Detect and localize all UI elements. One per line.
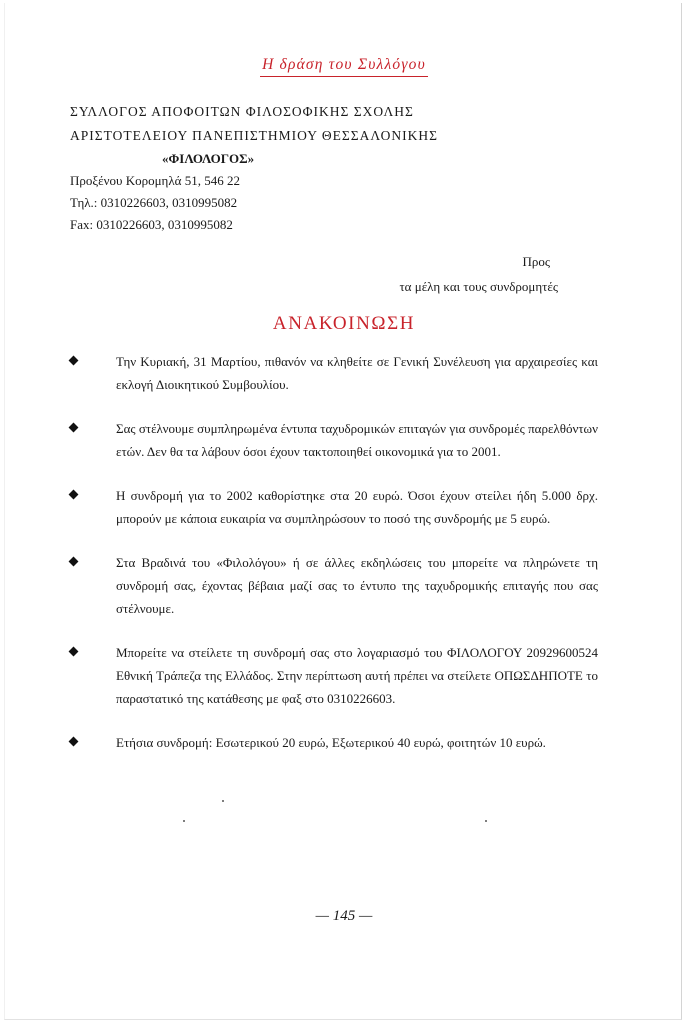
page-number: — 145 —	[315, 908, 373, 924]
running-header	[0, 56, 688, 77]
recipient-block	[399, 251, 558, 298]
speck-mark	[222, 800, 224, 802]
sender-org-line-1: ΣΥΛΛΟΓΟΣ ΑΠΟΦΟΙΤΩΝ ΦΙΛΟΣΟΦΙΚΗΣ ΣΧΟΛΗΣ	[70, 104, 414, 119]
sender-block	[70, 100, 490, 236]
recipient-who: τα μέλη και τους συνδρομητές	[399, 279, 558, 294]
list-item-text: Μπορείτε να στείλετε τη συνδρομή σας στο λογαριασμό του ΦΙΛΟΛΟΓΟΥ 20929600524 Εθνική Τράπεζα της Ελλάδος. Στην περίπτωση αυτή πρέπει να στείλετε ΟΠΩΣΔΗΠΟΤΕ το παραστατικό της κατάθεσης με φαξ στο 0310226603.	[116, 645, 598, 706]
list-item-text: Την Κυριακή, 31 Μαρτίου, πιθανόν να κληθείτε σε Γενική Συνέλευση για αρχαιρεσίες και εκλογή Διοικητικού Συμβουλίου.	[116, 354, 598, 392]
list-item	[68, 641, 598, 710]
list-item-text: Ετήσια συνδρομή: Εσωτερικού 20 ευρώ, Εξωτερικού 40 ευρώ, φοιτητών 10 ευρώ.	[116, 735, 546, 750]
announcement-list	[68, 350, 598, 775]
list-item	[68, 350, 598, 396]
diamond-bullet-icon	[69, 490, 79, 500]
list-item-text: Σας στέλνουμε συμπληρωμένα έντυπα ταχυδρομικών επιταγών για συνδρομές παρελθόντων ετών. Δεν θα τα λάβουν όσοι έχουν τακτοποιηθεί οικονομικά για το 2001.	[116, 421, 598, 459]
section-title: Η δράση του Συλλόγου	[260, 56, 428, 77]
list-item	[68, 551, 598, 620]
list-item	[68, 417, 598, 463]
list-item-text: Η συνδρομή για το 2002 καθορίστηκε στα 20 ευρώ. Όσοι έχουν στείλει ήδη 5.000 δρχ. μπορούν με κάποια ευκαιρία να συμπληρώσουν το ποσό της συνδρομής με 5 ευρώ.	[116, 488, 598, 526]
sender-address: Προξένου Κορομηλά 51, 546 22	[70, 173, 240, 188]
sender-org-line-2: ΑΡΙΣΤΟΤΕΛΕΙΟΥ ΠΑΝΕΠΙΣΤΗΜΙΟΥ ΘΕΣΣΑΛΟΝΙΚΗΣ	[70, 128, 438, 143]
list-item-text: Στα Βραδινά του «Φιλολόγου» ή σε άλλες εκδηλώσεις του μπορείτε να πληρώνετε τη συνδρομή σας, έχοντας βέβαια μαζί σας το έντυπο της ταχυδρομικής επιταγής που σας στέλνουμε.	[116, 555, 598, 616]
sender-phone: Τηλ.: 0310226603, 0310995082	[70, 195, 238, 210]
speck-mark	[183, 820, 185, 822]
diamond-bullet-icon	[69, 737, 79, 747]
diamond-bullet-icon	[69, 356, 79, 366]
diamond-bullet-icon	[69, 557, 79, 567]
speck-mark	[485, 820, 487, 822]
recipient-to: Προς	[522, 254, 550, 269]
diamond-bullet-icon	[69, 423, 79, 433]
list-item	[68, 731, 598, 754]
list-item	[68, 484, 598, 530]
sender-name: «ΦΙΛΟΛΟΓΟΣ»	[162, 151, 255, 166]
announcement-title: ΑΝΑΚΟΙΝΩΣΗ	[272, 313, 416, 334]
diamond-bullet-icon	[69, 647, 79, 657]
sender-fax: Fax: 0310226603, 0310995082	[70, 217, 233, 232]
